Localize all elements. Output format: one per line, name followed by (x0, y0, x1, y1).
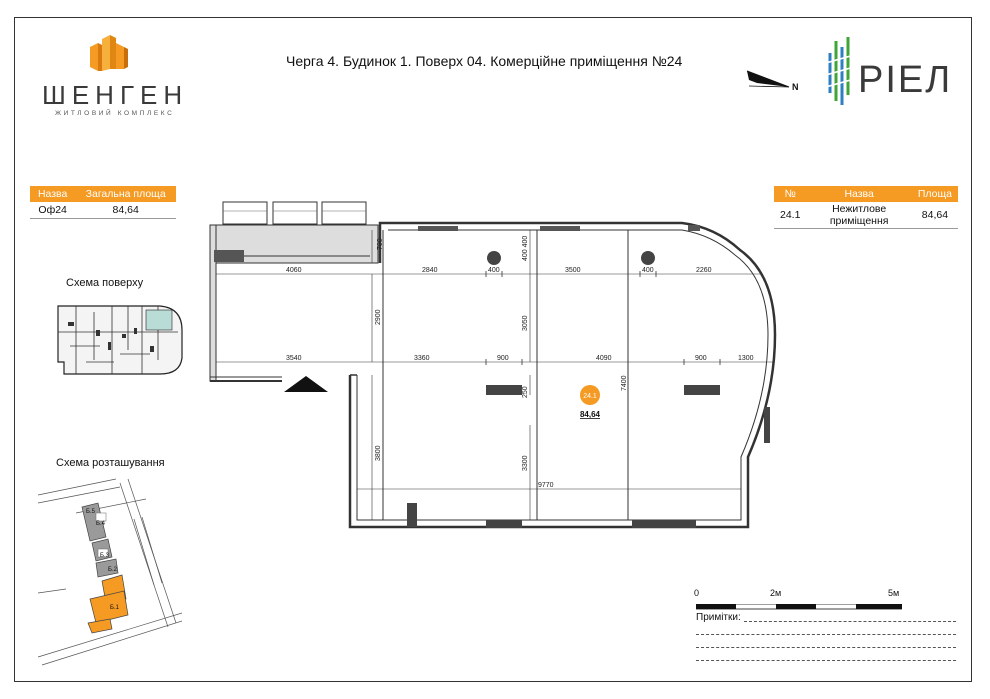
floor-scheme-label: Схема поверху (66, 277, 144, 289)
rooms-cell-number: 24.1 (774, 202, 806, 229)
site-label-b3: Б.3 (100, 553, 109, 559)
rooms-cell-area: 84,64 (912, 202, 958, 229)
summary-table (30, 186, 176, 219)
table-row (30, 202, 176, 219)
scale-label-0: 0 (694, 588, 700, 598)
site-scheme-image (36, 473, 182, 674)
compass-arrow-icon (745, 68, 795, 97)
brand-name: ШЕНГЕН (42, 80, 189, 110)
summary-header-area: Загальна площа (75, 186, 176, 202)
dim-bottom: 9770 (538, 482, 554, 489)
notes-line (696, 634, 956, 635)
brand-subtitle: ЖИТЛОВИЙ КОМПЛЕКС (55, 110, 175, 117)
site-label-b5: Б.5 (86, 509, 95, 515)
scale-label-5m: 5м (888, 588, 900, 598)
notes-line (696, 660, 956, 661)
compass-label: N (792, 82, 799, 92)
dim-v-6: 7400 (621, 375, 628, 391)
site-label-b4: Б.4 (96, 521, 105, 527)
room-marker-area: 84,64 (579, 410, 601, 419)
dim-v-5: 250 (522, 386, 529, 398)
summary-header-name: Назва (30, 186, 75, 202)
rooms-cell-name: Нежитлове приміщення (806, 202, 911, 229)
site-scheme-label: Схема розташування (56, 457, 165, 469)
dim-top-1: 4060 (286, 267, 302, 274)
dim-top-2: 2840 (422, 267, 438, 274)
site-label-b1: Б.1 (110, 605, 119, 611)
rooms-header-number: № (774, 186, 806, 202)
dim-v-4: 400 400 (522, 235, 529, 261)
dim-v-3: 3050 (522, 315, 529, 331)
partner-name: РІЕЛ (858, 59, 953, 101)
dim-top-4: 3500 (565, 267, 581, 274)
rooms-header-area: Площа (912, 186, 958, 202)
riel-logo-icon (826, 33, 854, 112)
site-label-b2: Б.2 (108, 567, 117, 573)
dim-top-3: 400 (488, 267, 500, 274)
summary-cell-area: 84,64 (75, 202, 176, 219)
dim-mid-4: 4090 (596, 355, 612, 362)
dim-top-5: 400 (642, 267, 654, 274)
scale-label-2m: 2м (770, 588, 782, 598)
room-marker-id: 24.1 (583, 393, 597, 400)
dim-mid-1: 3540 (286, 355, 302, 362)
notes-line (744, 621, 956, 622)
notes-label: Примітки: (696, 612, 741, 623)
dim-mid-2: 3360 (414, 355, 430, 362)
dim-v-2: 2900 (375, 309, 382, 325)
shengen-logo-icon (88, 35, 130, 78)
rooms-table (774, 186, 958, 229)
notes-line (696, 647, 956, 648)
dim-v-1: 700 (377, 238, 384, 250)
dim-mid-5: 900 (695, 355, 707, 362)
table-row (774, 202, 958, 229)
dim-v-8: 3300 (522, 455, 529, 471)
dim-v-7: 3800 (375, 445, 382, 461)
dim-top-6: 2260 (696, 267, 712, 274)
dim-mid-3: 900 (497, 355, 509, 362)
floor-plan (200, 195, 790, 545)
summary-cell-name: Оф24 (30, 202, 75, 219)
dim-mid-6: 1300 (738, 355, 754, 362)
rooms-header-name: Назва (806, 186, 911, 202)
page-title: Черга 4. Будинок 1. Поверх 04. Комерційне приміщення №24 (286, 53, 683, 69)
floor-scheme-image (50, 302, 188, 383)
